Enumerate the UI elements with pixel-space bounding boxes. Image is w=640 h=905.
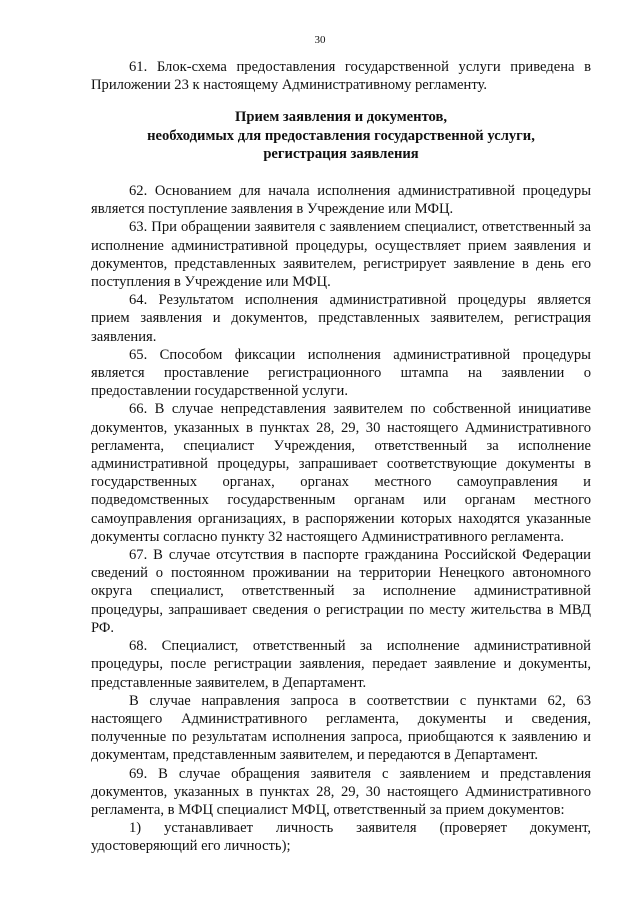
paragraph-66: 66. В случае непредставления заявителем по собственной инициативе документов, указанных в пунктах 28, 29, 30 настоящего Административного регламента, специалист Учреждения, ответственный за исполнение административной процедуры, запрашивает соответствующие документы в государственных органах, органах местного самоуправления и подведомственных государственным органам или органам местного самоуправления организациях, в распоряжении которых находятся указанные документы согласно пункту 32 настоящего Административного регламента.	[91, 401, 591, 545]
paragraph-68-continued: В случае направления запроса в соответствии с пунктами 62, 63 настоящего Административного регламента, документы и сведения, полученные по результатам исполнения запроса, приобщаются к заявлению и документам, представленным заявителем, и передаются в Департамент.	[91, 692, 591, 764]
paragraph-62: 62. Основанием для начала исполнения административной процедуры является поступление заявления в Учреждение или МФЦ.	[91, 183, 591, 218]
paragraph-63: 63. При обращении заявителя с заявлением специалист, ответственный за исполнение административной процедуры, осуществляет прием заявления и документов, представленных заявителем, регистрирует заявление в день его поступления в Учреждение или МФЦ.	[91, 219, 591, 291]
list-item-1: 1) устанавливает личность заявителя (проверяет документ, удостоверяющий его личность);	[91, 820, 591, 855]
section-heading-line-3: регистрация заявления	[263, 145, 419, 162]
section-heading-line-2: необходимых для предоставления государственной услуги,	[147, 127, 535, 144]
page-number: 30	[314, 34, 326, 46]
section-heading	[91, 108, 591, 163]
paragraph-68: 68. Специалист, ответственный за исполнение административной процедуры, после регистрации заявления, передает заявление и документы, представленные заявителем, в Департамент.	[91, 638, 591, 691]
document-body	[91, 58, 591, 856]
section-heading-line-1: Прием заявления и документов,	[234, 109, 448, 126]
paragraph-64: 64. Результатом исполнения административной процедуры является прием заявления и документов, представленных заявителем, регистрация заявления.	[91, 292, 591, 345]
paragraph-65: 65. Способом фиксации исполнения административной процедуры является проставление регистрационного штампа на заявлении о предоставлении государственной услуги.	[91, 346, 591, 400]
paragraph-61: 61. Блок-схема предоставления государственной услуги приведена в Приложении 23 к настоящему Административному регламенту.	[91, 59, 591, 94]
paragraph-67: 67. В случае отсутствия в паспорте гражданина Российской Федерации сведений о постоянном проживании на территории Ненецкого автономного округа специалист, ответственный за исполнение административной процедуры, запрашивает сведения о регистрации по месту жительства в МВД РФ.	[91, 547, 591, 636]
paragraph-69: 69. В случае обращения заявителя с заявлением и представления документов, указанных в пунктах 28, 29, 30 настоящего Административного регламента, в МФЦ специалист МФЦ, ответственный за прием документов:	[91, 765, 591, 818]
